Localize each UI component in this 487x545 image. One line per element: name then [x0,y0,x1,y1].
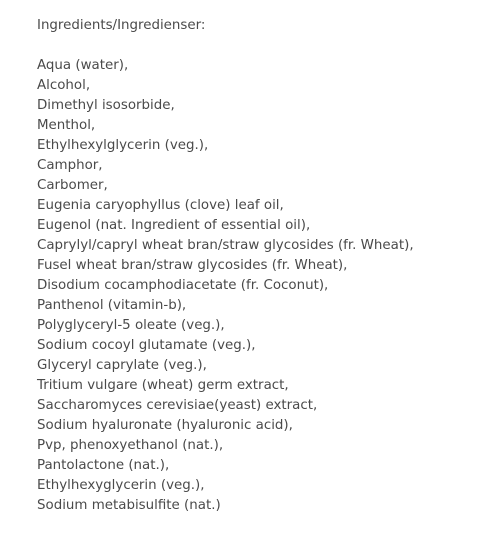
ingredient-item: Fusel wheat bran/straw glycosides (fr. Wheat), [37,258,348,273]
ingredient-item: Caprylyl/capryl wheat bran/straw glycosides (fr. Wheat), [37,238,414,253]
ingredient-item: Ethylhexyglycerin (veg.), [37,478,205,493]
ingredient-item: Polyglyceryl-5 oleate (veg.), [37,318,225,333]
ingredient-item: Ethylhexylglycerin (veg.), [37,138,209,153]
ingredient-item: Eugenol (nat. Ingredient of essential oil), [37,218,311,233]
ingredient-item: Panthenol (vitamin-b), [37,298,187,313]
ingredients-panel [37,16,482,516]
ingredient-item: Aqua (water), [37,58,129,73]
ingredient-item: Alcohol, [37,78,91,93]
ingredient-item: Disodium cocamphodiacetate (fr. Coconut), [37,278,329,293]
ingredient-item: Pantolactone (nat.), [37,458,170,473]
ingredient-list [37,56,482,516]
ingredient-item: Carbomer, [37,178,108,193]
ingredient-item: Tritium vulgare (wheat) germ extract, [37,378,289,393]
ingredient-item: Glyceryl caprylate (veg.), [37,358,207,373]
spacer [37,36,482,56]
ingredient-item: Menthol, [37,118,96,133]
ingredient-item: Eugenia caryophyllus (clove) leaf oil, [37,198,284,213]
ingredient-item: Sodium metabisulfite (nat.) [37,498,221,513]
ingredients-heading: Ingredients/Ingredienser: [37,18,206,33]
ingredient-item: Sodium hyaluronate (hyaluronic acid), [37,418,293,433]
ingredient-item: Dimethyl isosorbide, [37,98,175,113]
ingredient-item: Sodium cocoyl glutamate (veg.), [37,338,256,353]
ingredient-item: Camphor, [37,158,103,173]
ingredient-item: Saccharomyces cerevisiae(yeast) extract, [37,398,318,413]
ingredient-item: Pvp, phenoxyethanol (nat.), [37,438,224,453]
